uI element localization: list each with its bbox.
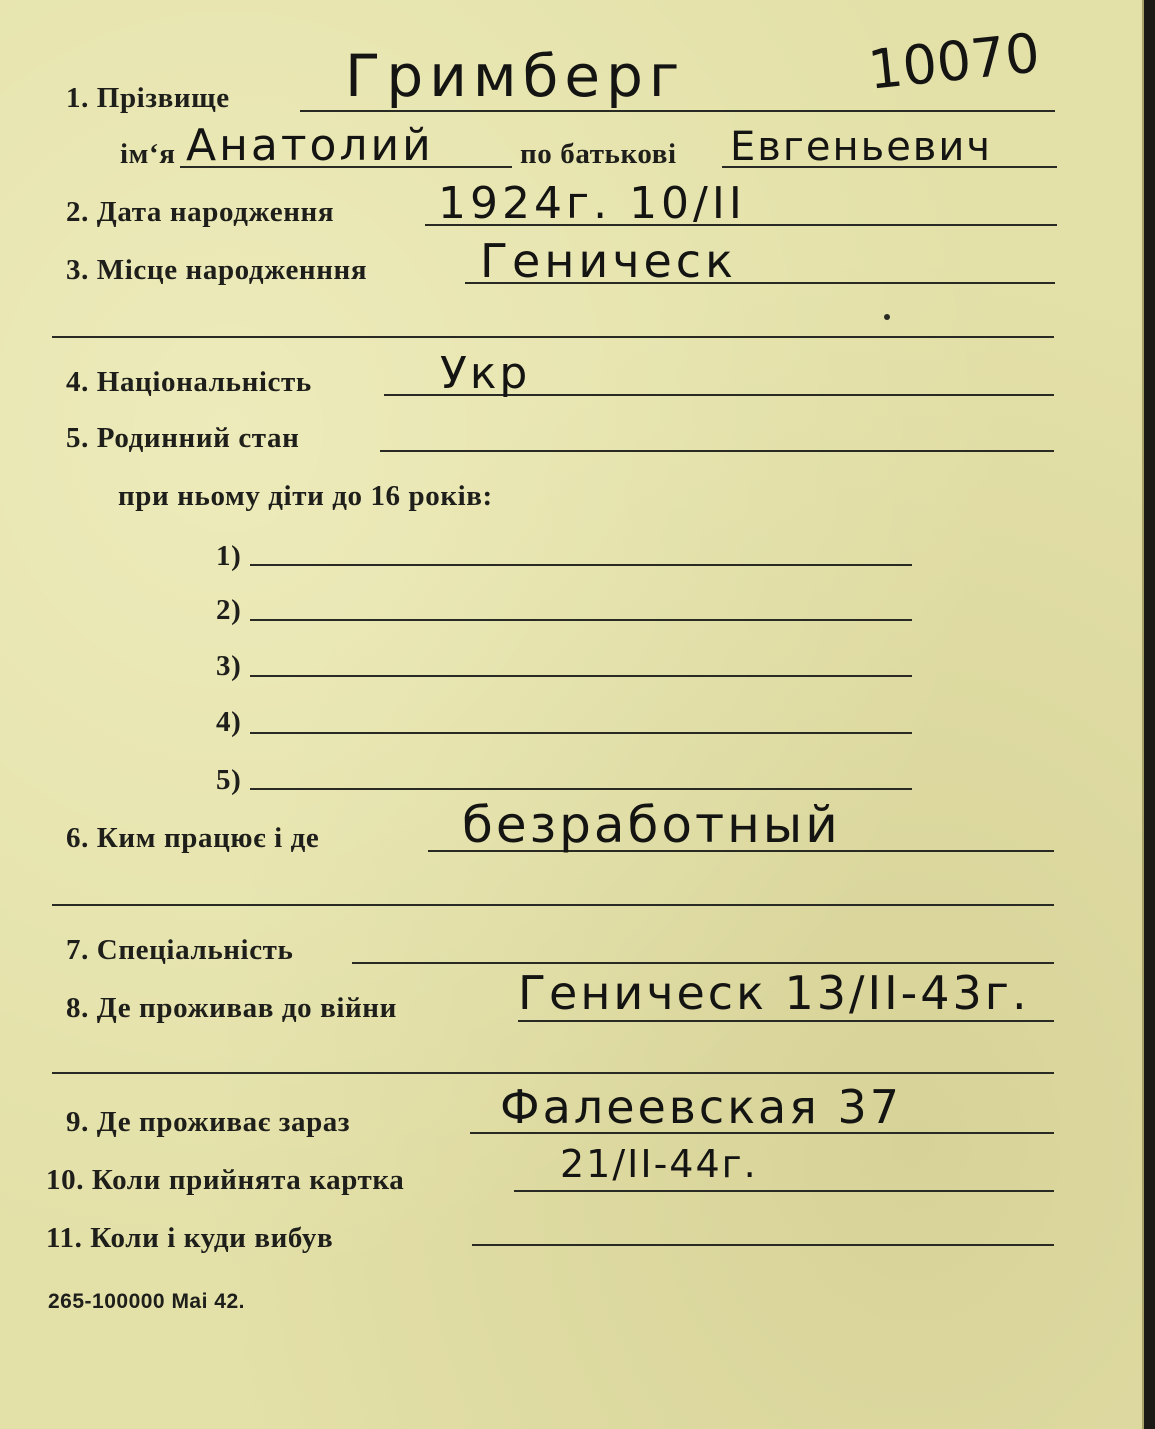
child-5-line bbox=[250, 788, 912, 790]
marital-status-line bbox=[380, 450, 1054, 452]
nationality-label: 4. Національність bbox=[66, 366, 312, 398]
child-4-line bbox=[250, 732, 912, 734]
prewar-residence-label: 8. Де проживав до війни bbox=[66, 992, 397, 1024]
card-accepted-line bbox=[514, 1190, 1054, 1192]
birth-place-line-2 bbox=[52, 336, 1054, 338]
departure-line bbox=[472, 1244, 1054, 1246]
child-3-label: 3) bbox=[216, 650, 242, 682]
ink-speck bbox=[884, 314, 890, 320]
child-2-line bbox=[250, 619, 912, 621]
child-5-label: 5) bbox=[216, 764, 242, 796]
current-residence-label: 9. Де проживає зараз bbox=[66, 1106, 351, 1138]
prewar-residence-value[interactable]: Геническ 13/II-43г. bbox=[518, 966, 1030, 1020]
child-3-line bbox=[250, 675, 912, 677]
birth-date-label: 2. Дата народження bbox=[66, 196, 335, 228]
specialty-line bbox=[352, 962, 1054, 964]
surname-label: 1. Прізвище bbox=[66, 82, 230, 114]
child-2-label: 2) bbox=[216, 594, 242, 626]
child-1-line bbox=[250, 564, 912, 566]
current-residence-value[interactable]: Фалеевская 37 bbox=[500, 1080, 902, 1134]
surname-line bbox=[300, 110, 1055, 112]
archive-number-handwritten: 10070 bbox=[865, 21, 1043, 102]
occupation-value[interactable]: безработный bbox=[462, 796, 841, 854]
occupation-line-2 bbox=[52, 904, 1054, 906]
card-accepted-value[interactable]: 21/II-44г. bbox=[560, 1142, 758, 1186]
child-1-label: 1) bbox=[216, 540, 242, 572]
birth-place-label: 3. Місце народженння bbox=[66, 254, 368, 286]
card-accepted-label: 10. Коли прийнята картка bbox=[46, 1164, 405, 1196]
occupation-label: 6. Ким працює і де bbox=[66, 822, 320, 854]
prewar-residence-line-2 bbox=[52, 1072, 1054, 1074]
child-4-label: 4) bbox=[216, 706, 242, 738]
print-code: 265-100000 Mai 42. bbox=[48, 1290, 245, 1313]
specialty-label: 7. Спеціальність bbox=[66, 934, 294, 966]
children-label: при ньому діти до 16 років: bbox=[118, 480, 493, 512]
departure-label: 11. Коли і куди вибув bbox=[46, 1222, 334, 1254]
birth-date-value[interactable]: 1924г. 10/II bbox=[438, 178, 746, 229]
marital-status-label: 5. Родинний стан bbox=[66, 422, 300, 454]
birth-place-value[interactable]: Геническ bbox=[480, 234, 737, 288]
first-name-value[interactable]: Анатолий bbox=[186, 120, 434, 171]
first-name-label: ім‘я bbox=[120, 138, 176, 170]
surname-value[interactable]: Гримберг bbox=[345, 42, 686, 110]
patronymic-label: по батькові bbox=[520, 138, 677, 170]
nationality-value[interactable]: Укр bbox=[440, 348, 531, 399]
patronymic-value[interactable]: Евгеньевич bbox=[730, 124, 993, 170]
prewar-residence-line bbox=[518, 1020, 1054, 1022]
